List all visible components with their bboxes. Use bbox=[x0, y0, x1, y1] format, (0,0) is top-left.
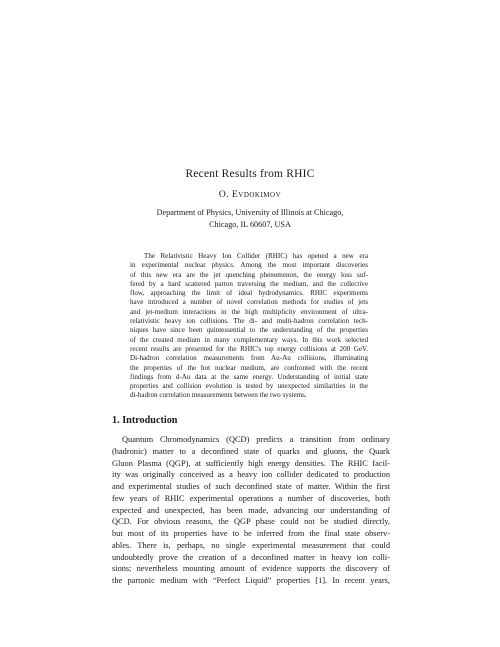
abstract-line: of this new era are the jet quenching phenomenon, the energy loss suf- bbox=[130, 270, 368, 279]
body-line: undoubtedly prove the creation of a deconfined matter in heavy ion colli- bbox=[112, 552, 390, 562]
body-line: Quantum Chromodynamics (QCD) predicts a transition from ordinary bbox=[122, 435, 390, 444]
introduction-text bbox=[112, 434, 390, 587]
abstract-line: in experimental nuclear physics. Among the most important discoveries bbox=[130, 261, 368, 270]
abstract-line: have introduced a number of novel correlation methods for studies of jets bbox=[130, 298, 368, 307]
paper-title: Recent Results from RHIC bbox=[185, 168, 315, 180]
affiliation-line: Chicago, IL 60607, USA bbox=[209, 219, 291, 229]
abstract-line: and jet-medium interactions in the high multiplicity environment of ultra- bbox=[130, 307, 368, 316]
author-name: O. Evdokimov bbox=[218, 190, 282, 200]
body-line: QCD. For obvious reasons, the QGP phase could not be studied directly, bbox=[112, 517, 390, 527]
abstract-line: recent results are presented for the RHIC's top energy collisions at 200 GeV. bbox=[130, 344, 368, 353]
abstract-line: relativistic heavy ion collisions. The di- and multi-hadron correlation tech- bbox=[130, 317, 368, 326]
abstract-line: fered by a hard scattered parton traversing the medium, and the collective bbox=[130, 279, 368, 288]
abstract-line: The Relativistic Heavy Ion Collider (RHIC) has opened a new era bbox=[144, 252, 368, 260]
abstract bbox=[130, 252, 368, 401]
abstract-line: di-hadron correlation measurements between the two systems. bbox=[130, 391, 307, 400]
body-line: ity was originally conceived as a heavy ion collider dedicated to production bbox=[112, 470, 390, 480]
body-line: ables. There is, perhaps, no single experimental measurement that could bbox=[112, 540, 390, 550]
body-line: the partonic medium with “Perfect Liquid” properties [1]. In recent years, bbox=[112, 576, 390, 585]
body-line: but most of its properties have to be inferred from the final state observ- bbox=[112, 529, 390, 538]
abstract-line: niques have since been quintessential to the understanding of the properties bbox=[130, 326, 368, 335]
abstract-line: the properties of the hot nuclear medium, are confronted with the recent bbox=[130, 363, 368, 372]
affiliation bbox=[0, 207, 500, 230]
affiliation-line: Department of Physics, University of Illinois at Chicago, bbox=[156, 208, 344, 217]
abstract-line: flow, approaching the limit of ideal hydrodynamics. RHIC experiments bbox=[130, 289, 368, 298]
body-line: few years of RHIC experimental operations a number of discoveries, both bbox=[112, 493, 390, 503]
body-line: and experimental studies of such deconfined state of matter. Within the first bbox=[112, 482, 390, 491]
body-line: (hadronic) matter to a deconfined state of quarks and gluons, the Quark bbox=[112, 446, 390, 456]
body-line: expected and unexpected, has been made, advancing our understanding of bbox=[112, 505, 390, 515]
abstract-line: Di-hadron correlation measurements from Au-Au collisions, illuminating bbox=[130, 354, 368, 363]
body-line: sions; nevertheless mounting amount of evidence supports the discovery of bbox=[112, 564, 390, 574]
abstract-line: findings from d-Au data at the same energy. Understanding of initial state bbox=[130, 372, 368, 381]
abstract-line: properties and collision evolution is tested by unexpected similarities in the bbox=[130, 382, 368, 391]
section-heading: 1. Introduction bbox=[112, 415, 178, 426]
body-line: Gluon Plasma (QGP), at sufficiently high energy densities. The RHIC facil- bbox=[112, 458, 390, 468]
abstract-line: of the created medium in many complementary ways. In this work selected bbox=[130, 335, 368, 344]
